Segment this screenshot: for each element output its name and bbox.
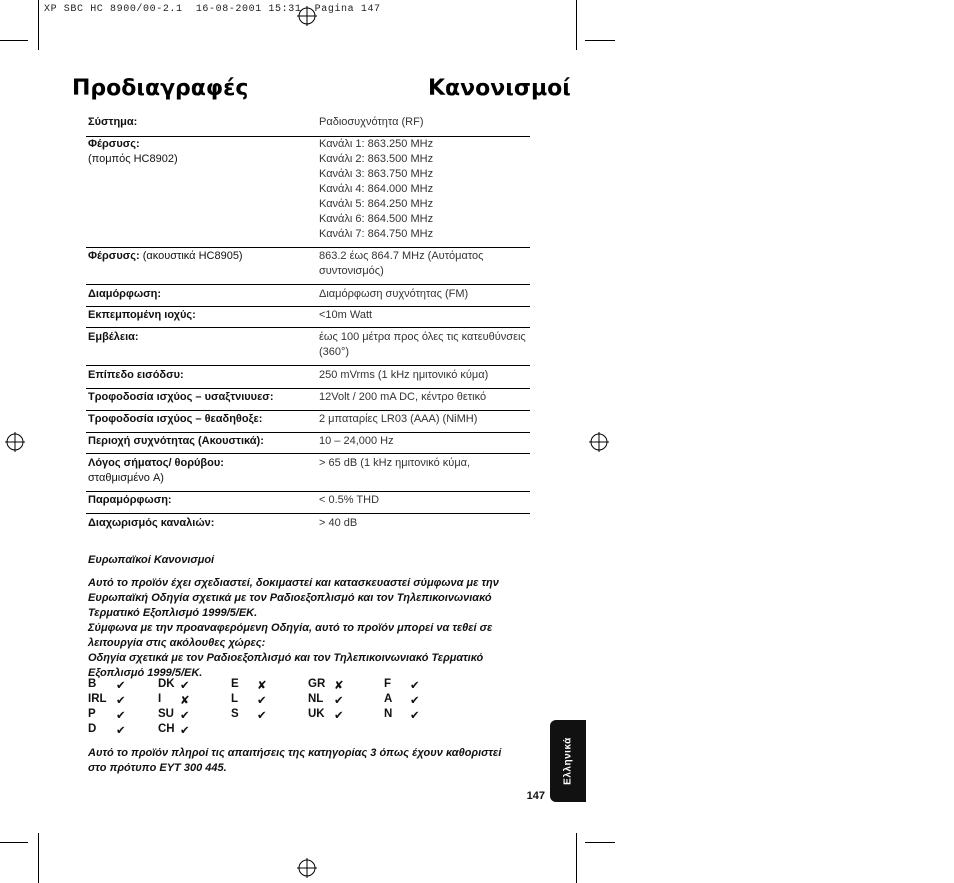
crop-mark — [585, 842, 615, 843]
check-icon: ✔ — [116, 680, 126, 692]
paragraph-line: Αυτό το προϊόν πληροί τις απαιτήσεις της κατηγορίας 3 όπως έχουν καθοριστεί — [88, 747, 502, 759]
spec-row — [86, 308, 530, 328]
paragraph-line: Τερματικό Εξοπλισμό 1999/5/EK. — [88, 607, 258, 619]
spec-label: Φέρσυσς: — [88, 138, 140, 150]
registration-mark-icon — [589, 432, 609, 452]
eu-regulations-paragraph — [88, 576, 499, 681]
country-entry: IRL ✔ — [88, 693, 126, 707]
spec-value: < 0.5% THD — [319, 494, 380, 506]
cross-icon: ✘ — [180, 695, 190, 707]
spec-value: Κανάλι 6: 864.500 MHz — [319, 213, 434, 225]
spec-value: έως 100 μέτρα προς όλες τις κατευθύνσεις — [319, 331, 526, 343]
country-entry: I ✘ — [158, 693, 190, 707]
spec-label: Τροφοδοσία ισχύος – υσαξτνιυυεσ: — [88, 391, 274, 403]
spec-value: > 65 dB (1 kHz ημιτονικό κύμα, — [319, 457, 471, 469]
check-icon: ✔ — [410, 710, 420, 722]
spec-row — [86, 516, 530, 534]
spec-value: 12Volt / 200 mA DC, κέντρο θετικό — [319, 391, 487, 403]
spec-label: Εκπεμπομένη ιοχύς: — [88, 309, 196, 321]
paragraph-line: Οδηγία σχετικά με τον Ραδιοεξοπλισμό και τον Τηλεπικοινωνιακό Τερματικό — [88, 652, 484, 664]
spec-value: Κανάλι 3: 863.750 MHz — [319, 168, 434, 180]
print-header-line: XP SBC HC 8900/00-2.1 16-08-2001 15:31 Pagina 147 — [44, 4, 381, 15]
language-tab — [550, 720, 586, 802]
spec-label-detail: σταθμισμένο A) — [88, 472, 164, 484]
page-title-regulations: Κανονισμοί — [428, 76, 571, 101]
country-entry: P ✔ — [88, 708, 126, 722]
check-icon: ✔ — [410, 695, 420, 707]
check-icon: ✔ — [180, 710, 190, 722]
spec-label: Περιοχή συχνότητας (Ακουστικά): — [88, 435, 264, 447]
spec-label-detail: (πομπός HC8902) — [88, 153, 178, 165]
spec-row — [86, 434, 530, 454]
spec-row — [86, 412, 530, 433]
spec-value: 10 – 24,000 Hz — [319, 435, 394, 447]
paragraph-line: λειτουργία στις ακόλουθες χώρες: — [88, 637, 266, 649]
page-number: 147 — [526, 790, 545, 802]
spec-label: Παραμόρφωση: — [88, 494, 172, 506]
crop-mark — [0, 842, 28, 843]
check-icon: ✔ — [180, 680, 190, 692]
check-icon: ✔ — [257, 710, 267, 722]
paragraph-line: Ευρωπαϊκή Οδηγία σχετικά με τον Ραδιοεξοπλισμό και τον Τηλεπικοινωνιακό — [88, 592, 492, 604]
country-entry: S ✔ — [231, 708, 267, 722]
country-entry: A ✔ — [384, 693, 420, 707]
spec-row — [86, 493, 530, 514]
country-entry: E ✘ — [231, 678, 267, 692]
spec-label: Επίπεδο εισόδσυ: — [88, 369, 184, 381]
spec-label: Λόγος σήματος/ θορύβου: — [88, 457, 224, 469]
eu-regulations-title: Ευρωπαϊκοί Κανονισμοί — [88, 554, 215, 566]
country-entry: B ✔ — [88, 678, 126, 692]
spec-label: Φέρσυσς: — [88, 250, 140, 262]
spec-value: Κανάλι 7: 864.750 MHz — [319, 228, 434, 240]
country-entry: NL ✔ — [308, 693, 344, 707]
spec-value: Διαμόρφωση συχνότητας (FM) — [319, 288, 469, 300]
spec-row — [86, 330, 530, 366]
crop-mark — [585, 40, 615, 41]
check-icon: ✔ — [116, 710, 126, 722]
spec-value: 863.2 έως 864.7 MHz (Αυτόματος — [319, 250, 484, 262]
paragraph-line: Αυτό το προϊόν έχει σχεδιαστεί, δοκιμαστεί και κατασκευαστεί σύμφωνα με την — [88, 577, 499, 589]
spec-label: Διαμόρφωση: — [88, 288, 162, 300]
spec-value: (360°) — [319, 346, 350, 358]
spec-row — [86, 287, 530, 307]
country-entry: SU ✔ — [158, 708, 190, 722]
spec-row — [86, 368, 530, 389]
spec-row — [86, 390, 530, 411]
spec-value: > 40 dB — [319, 517, 358, 529]
country-entry: CH ✔ — [158, 723, 190, 737]
country-entry: GR ✘ — [308, 678, 344, 692]
spec-row — [86, 115, 530, 137]
country-entry: L ✔ — [231, 693, 267, 707]
spec-value: Κανάλι 1: 863.250 MHz — [319, 138, 434, 150]
crop-mark — [38, 0, 39, 50]
spec-value: 250 mVrms (1 kHz ημιτονικό κύμα) — [319, 369, 489, 381]
check-icon: ✔ — [116, 695, 126, 707]
check-icon: ✔ — [410, 680, 420, 692]
paragraph-line: Εξοπλισμό 1999/5/EK. — [88, 667, 203, 679]
spec-label: Τροφοδοσία ισχύος – θεαδηθοξε: — [88, 413, 263, 425]
country-entry: F ✔ — [384, 678, 420, 692]
crop-mark — [576, 0, 577, 50]
country-entry: DK ✔ — [158, 678, 190, 692]
spec-label: Σύστημα: — [88, 116, 138, 128]
crop-mark — [576, 833, 577, 883]
spec-value: Κανάλι 4: 864.000 MHz — [319, 183, 434, 195]
language-tab-label: Ελληνικά — [562, 737, 574, 785]
spec-label: Διαχωρισμός καναλιών: — [88, 517, 215, 529]
page-title-specifications: Προδιαγραφές — [72, 76, 249, 101]
spec-value: Ραδιοσυχνότητα (RF) — [319, 116, 424, 128]
check-icon: ✔ — [334, 710, 344, 722]
check-icon: ✔ — [180, 725, 190, 737]
registration-mark-icon — [5, 432, 25, 452]
country-entry: UK ✔ — [308, 708, 344, 722]
country-entry: N ✔ — [384, 708, 420, 722]
crop-mark — [38, 833, 39, 883]
spec-label: Εμβέλεια: — [88, 331, 139, 343]
spec-row — [86, 249, 530, 285]
registration-mark-icon — [297, 6, 317, 26]
spec-value: συντονισμός) — [319, 265, 384, 277]
check-icon: ✔ — [116, 725, 126, 737]
spec-label-detail: (ακουστικά HC8905) — [139, 250, 243, 262]
check-icon: ✔ — [257, 695, 267, 707]
eu-compliance-note — [88, 746, 501, 776]
check-icon: ✔ — [334, 695, 344, 707]
spec-row — [86, 456, 530, 492]
paragraph-line: στο πρότυπο ΕΥΤ 300 445. — [88, 762, 227, 774]
spec-value: Κανάλι 5: 864.250 MHz — [319, 198, 434, 210]
cross-icon: ✘ — [334, 680, 344, 692]
cross-icon: ✘ — [257, 680, 267, 692]
crop-mark — [0, 40, 28, 41]
country-entry: D ✔ — [88, 723, 126, 737]
paragraph-line: Σύμφωνα με την προαναφερόμενη Οδηγία, αυτό το προϊόν μπορεί να τεθεί σε — [88, 622, 493, 634]
spec-value: 2 μπαταρίες LR03 (AAA) (NiMH) — [319, 413, 478, 425]
spec-row — [86, 137, 530, 248]
spec-value: <10m Watt — [319, 309, 373, 321]
registration-mark-icon — [297, 858, 317, 878]
spec-value: Κανάλι 2: 863.500 MHz — [319, 153, 434, 165]
